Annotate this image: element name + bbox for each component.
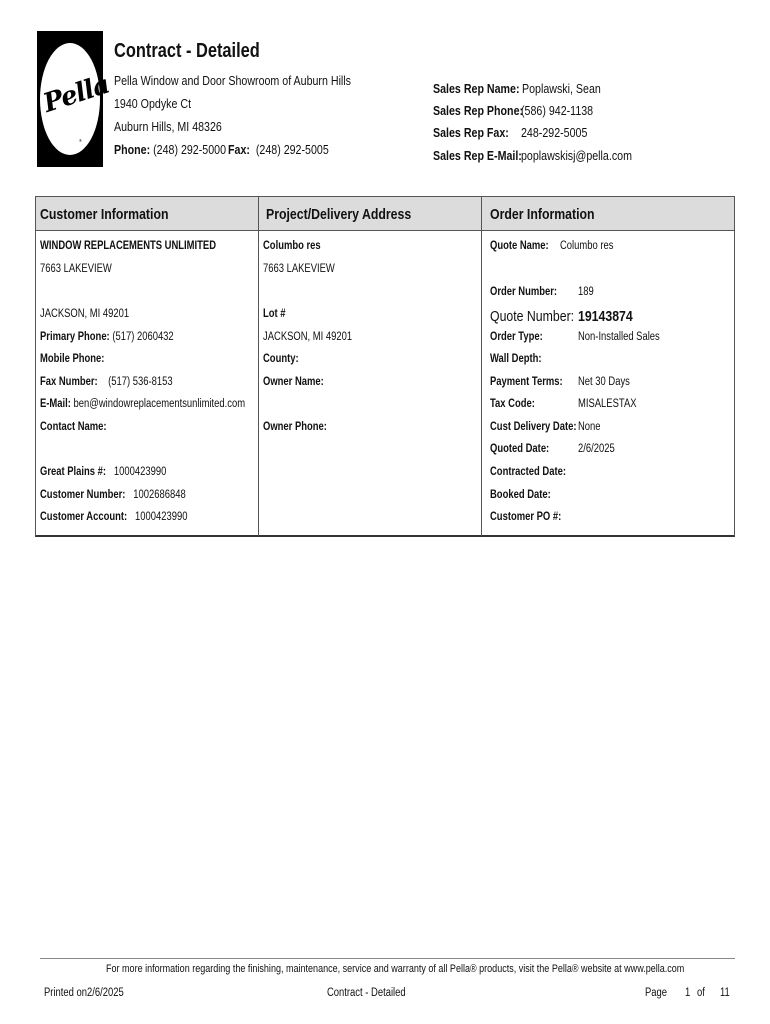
- sales-rep-phone-label: Sales Rep Phone:: [433, 103, 524, 118]
- quote-name-label: Quote Name:: [490, 240, 549, 252]
- project-owner-phone: Owner Phone:: [263, 421, 327, 433]
- printed-date: 2/6/2025: [87, 987, 124, 999]
- customer-mobile-phone: Mobile Phone:: [40, 353, 105, 365]
- cust-delivery-date: None: [578, 421, 601, 433]
- payment-terms-label: Payment Terms:: [490, 376, 563, 388]
- sales-rep-fax: 248-292-5005: [521, 125, 588, 140]
- project-name: Columbo res: [263, 240, 321, 252]
- printed-on-label: Printed on: [44, 987, 87, 999]
- sales-rep-name: Poplawski, Sean: [522, 81, 601, 96]
- pella-logo: [37, 31, 113, 167]
- booked-date-label: Booked Date:: [490, 489, 551, 501]
- sales-rep-phone: (586) 942-1138: [521, 103, 594, 118]
- quote-number: 19143874: [578, 308, 633, 325]
- order-type-label: Order Type:: [490, 331, 543, 343]
- showroom-street: 1940 Opdyke Ct: [114, 96, 192, 111]
- total-pages: 11: [720, 987, 730, 999]
- of-label: of: [697, 987, 705, 999]
- order-number-label: Order Number:: [490, 286, 558, 298]
- customer-account: Customer Account: 1000423990: [40, 511, 188, 523]
- page-label: Page: [645, 987, 668, 999]
- column-divider: [481, 197, 482, 536]
- customer-number: Customer Number: 1002686848: [40, 489, 186, 501]
- wall-depth-label: Wall Depth:: [490, 353, 542, 365]
- project-address-heading: Project/Delivery Address: [266, 206, 412, 223]
- order-type: Non-Installed Sales: [578, 331, 660, 343]
- customer-fax: Fax Number: (517) 536-8153: [40, 376, 173, 388]
- customer-contact-name: Contact Name:: [40, 421, 107, 433]
- logo-wordmark: Pella: [39, 69, 113, 119]
- customer-email: E-Mail: ben@windowreplacementsunlimited.com: [40, 398, 246, 410]
- project-city: JACKSON, MI 49201: [263, 331, 353, 343]
- quoted-date: 2/6/2025: [578, 443, 615, 455]
- quote-name: Columbo res: [560, 240, 614, 252]
- order-number: 189: [578, 286, 594, 298]
- sales-rep-email-label: Sales Rep E-Mail:: [433, 148, 522, 163]
- customer-company: WINDOW REPLACEMENTS UNLIMITED: [40, 240, 217, 252]
- footer-divider: [40, 958, 735, 959]
- sales-rep-name-label: Sales Rep Name:: [433, 81, 520, 96]
- column-divider: [258, 197, 259, 536]
- project-county: County:: [263, 353, 299, 365]
- customer-primary-phone: Primary Phone: (517) 2060432: [40, 331, 174, 343]
- logo-registered-mark: ®: [79, 138, 82, 143]
- quote-number-label: Quote Number:: [490, 308, 575, 325]
- tax-code-label: Tax Code:: [490, 398, 535, 410]
- customer-city: JACKSON, MI 49201: [40, 308, 130, 320]
- table-header: [36, 197, 734, 231]
- cust-delivery-date-label: Cust Delivery Date:: [490, 421, 577, 433]
- tax-code: MISALESTAX: [578, 398, 637, 410]
- project-lot: Lot #: [263, 308, 286, 320]
- payment-terms: Net 30 Days: [578, 376, 630, 388]
- contracted-date-label: Contracted Date:: [490, 466, 566, 478]
- sales-rep-fax-label: Sales Rep Fax:: [433, 125, 509, 140]
- footer-doc-name: Contract - Detailed: [327, 987, 406, 999]
- quoted-date-label: Quoted Date:: [490, 443, 550, 455]
- project-street: 7663 LAKEVIEW: [263, 263, 335, 275]
- showroom-city: Auburn Hills, MI 48326: [114, 119, 222, 134]
- customer-info-heading: Customer Information: [40, 206, 169, 223]
- showroom-name: Pella Window and Door Showroom of Auburn Hills: [114, 73, 352, 88]
- order-info-heading: Order Information: [490, 206, 595, 223]
- project-owner-name: Owner Name:: [263, 376, 324, 388]
- customer-po-label: Customer PO #:: [490, 511, 562, 523]
- showroom-phone-fax: Phone: (248) 292-5000: [114, 142, 227, 157]
- customer-street: 7663 LAKEVIEW: [40, 263, 112, 275]
- footer-note: For more information regarding the finishing, maintenance, service and warranty of all Pella® products, visit the Pella® website at www.pella.com: [106, 963, 685, 975]
- contract-info-table: [35, 196, 735, 537]
- page-number: 1: [685, 987, 691, 999]
- sales-rep-email[interactable]: poplawskisj@pella.com: [521, 148, 632, 163]
- showroom-fax: Fax: (248) 292-5005: [228, 142, 329, 157]
- document-title: Contract - Detailed: [114, 40, 260, 62]
- customer-great-plains: Great Plains #: 1000423990: [40, 466, 167, 478]
